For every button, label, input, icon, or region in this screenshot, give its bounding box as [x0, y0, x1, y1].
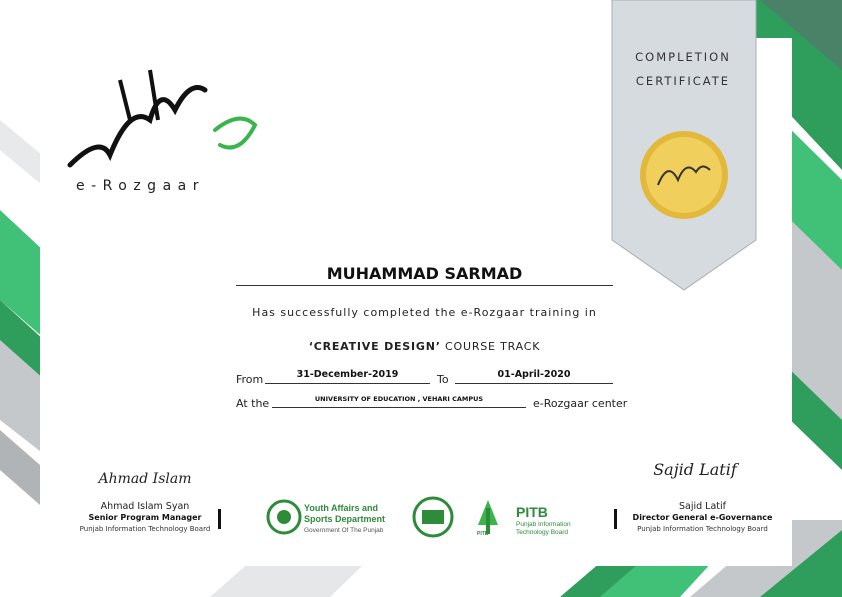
- from-underline: [265, 383, 430, 384]
- to-date: 01-April-2020: [497, 369, 571, 380]
- pitb-badge: PITB: [477, 531, 489, 537]
- pitb-abbr: PITB: [516, 504, 548, 520]
- left-signatory-name: Ahmad Islam Syan: [100, 501, 190, 512]
- center-underline: [272, 407, 526, 408]
- center-suffix: e-Rozgaar center: [533, 397, 628, 410]
- center-name: UNIVERSITY OF EDUCATION , VEHARI CAMPUS: [314, 395, 484, 403]
- youth-affairs-logo-text: [304, 503, 385, 536]
- completion-statement: Has successfully completed the e-Rozgaar training in: [252, 306, 597, 319]
- to-label: To: [437, 373, 449, 386]
- right-signature: Sajid Latif: [653, 460, 737, 479]
- from-date: 31-December-2019: [296, 369, 399, 380]
- brand-wordmark: e-Rozgaar: [76, 178, 205, 194]
- name-underline: [236, 285, 613, 286]
- ribbon-title-line1: COMPLETION: [635, 50, 731, 64]
- ribbon-title-line2: CERTIFICATE: [635, 74, 731, 88]
- course-suffix: COURSE TRACK: [445, 340, 541, 353]
- youth-line3: Government Of The Punjab: [304, 527, 384, 534]
- pitb-line2: Technology Board: [516, 529, 569, 536]
- course-line: [236, 340, 613, 353]
- right-signatory-org: Punjab Information Technology Board: [637, 525, 768, 533]
- left-signatory-title: Senior Program Manager: [88, 513, 202, 522]
- pitb-line1: Punjab Information: [516, 521, 571, 528]
- right-signatory-name: Sajid Latif: [678, 501, 726, 512]
- youth-line1: Youth Affairs and: [304, 503, 378, 513]
- right-signatory-title: Director General e-Governance: [632, 513, 773, 522]
- recipient-name: MUHAMMAD SARMAD: [326, 264, 523, 283]
- left-signature: Ahmad Islam: [98, 471, 192, 487]
- youth-line2: Sports Department: [304, 514, 386, 524]
- to-underline: [455, 383, 613, 384]
- left-signatory-org: Punjab Information Technology Board: [79, 525, 211, 533]
- course-name: ‘CREATIVE DESIGN’: [308, 340, 441, 353]
- center-label: At the: [236, 397, 270, 410]
- from-label: From: [236, 373, 264, 386]
- pitb-subtitle: [516, 521, 571, 537]
